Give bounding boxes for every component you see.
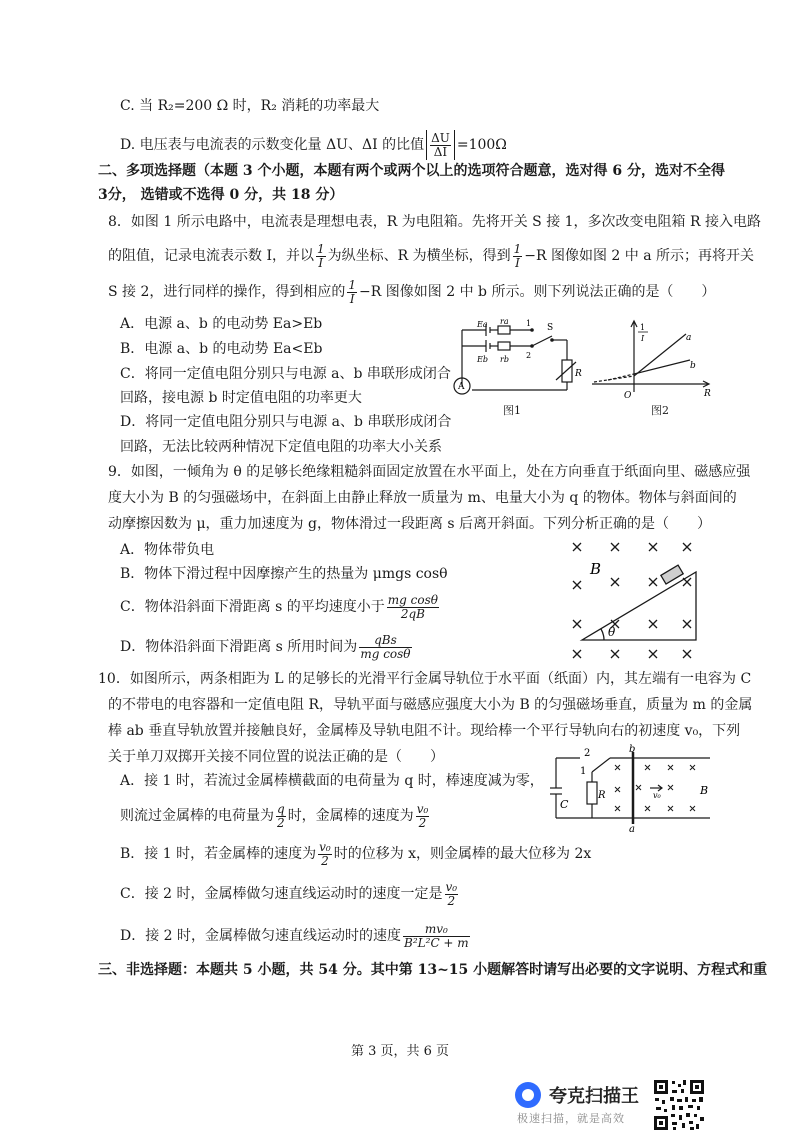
q8-option-d-line2: 回路，无法比较两种情况下定值电阻的功率大小关系 [120, 439, 442, 455]
q10-fig-terminal1: 1 [580, 766, 587, 777]
section3-heading: 三、非选择题：本题共 5 小题，共 54 分。其中第 13~15 小题解答时请写出必要的文字说明、方程式和重 [98, 962, 768, 978]
q9-option-c [120, 589, 441, 625]
q9-field-label: B [590, 560, 602, 578]
q10-option-b [120, 836, 591, 872]
q8-fig1-label-terminal1: 1 [526, 319, 532, 328]
q8-figure2-graph [590, 316, 718, 406]
q8-figure1-circuit [452, 318, 587, 410]
qr-code-icon [652, 1078, 706, 1132]
q10-fig-capacitor-label: C [560, 798, 569, 811]
q8-fig2-y-numerator: 1 [640, 323, 646, 332]
section2-heading-line1: 二、多项选择题（本题 3 个小题，本题有两个或两个以上的选项符合题意，选对得 6 分，选对不全得 [98, 163, 725, 179]
q8-fig1-label-eb: Eb [477, 355, 488, 364]
q9-option-c-text: C．物体沿斜面下滑距离 s 的平均速度小于 [120, 599, 385, 615]
q8-stem-line2-b: 为纵坐标、R 为横坐标，得到 [327, 248, 511, 264]
q9-option-d-denominator: mg cosθ [360, 646, 411, 661]
q10-option-a-f1-numerator: q [277, 801, 285, 816]
q10-option-a-line1: A．接 1 时，若流过金属棒横截面的电荷量为 q 时，棒速度减为零， [120, 773, 544, 789]
q10-option-a-fraction1 [276, 803, 286, 830]
q9-option-d-text: D．物体沿斜面下滑距离 s 所用时间为 [120, 639, 358, 655]
q9-figure-incline [560, 540, 700, 666]
q8-figure1-caption: 图1 [503, 404, 521, 417]
q8-fig2-y-denominator: I [641, 334, 645, 343]
q8-stem-line3 [108, 276, 715, 308]
q10-stem-line1: 10．如图所示，两条相距为 L 的足够长的光滑平行金属导轨位于水平面（纸面）内，其左端有一电容为 C [98, 671, 752, 687]
q8-fraction-denominator-3: I [349, 291, 355, 306]
q8-fig1-label-switch: S [547, 323, 554, 333]
q8-option-b: B．电源 a、b 的电动势 Ea<Eb [120, 341, 323, 357]
q7-ratio-denominator: ΔI [433, 144, 448, 159]
q8-option-a: A．电源 a、b 的电动势 Ea>Eb [120, 316, 323, 332]
q10-option-a-text2: 时，金属棒的速度为 [287, 808, 414, 824]
q9-stem-line1: 9．如图，一倾角为 θ 的足够长绝缘粗糙斜面固定放置在水平面上，处在方向垂直于纸面向里、磁感应强 [108, 464, 751, 480]
scanner-app-name: 夸克扫描王 [549, 1086, 639, 1107]
q8-fig2-x-label: R [704, 389, 711, 399]
q10-option-a-f2-denominator: 2 [418, 815, 427, 830]
q9-angle-label: θ [608, 625, 616, 639]
ammeter-icon: A [458, 382, 465, 392]
q7-ratio-abs [426, 130, 455, 160]
q8-stem-line1: 8．如图 1 所示电路中，电流表是理想电表，R 为电阻箱。先将开关 S 接 1，多次改变电阻箱 R 接入电路 [108, 214, 761, 230]
q8-option-d-line1: D．将同一定值电阻分别只与电源 a、b 串联形成闭合 [120, 414, 452, 430]
q10-stem-line2: 的不带电的电容器和一定值电阻 R，导轨平面与磁感应强度大小为 B 的匀强磁场垂直，质量为 m 的金属 [108, 697, 753, 713]
q10-fig-field-label: B [700, 784, 709, 797]
q8-stem-line3-b: −R 图像如图 2 中 b 所示。则下列说法正确的是（ ） [359, 284, 716, 300]
q9-option-d [120, 629, 414, 665]
q8-fig2-line-b-label: b [690, 361, 696, 371]
q9-option-c-numerator: mg cosθ [387, 592, 438, 607]
q10-option-c-fraction [445, 881, 459, 908]
q8-stem-line2-a: 的阻值，记录电流表示数 I，并以 [108, 248, 314, 264]
q10-option-c-denominator: 2 [447, 893, 456, 908]
q8-figure2-caption: 图2 [651, 404, 669, 417]
q10-option-d [120, 918, 472, 954]
q10-option-b-fraction [318, 841, 332, 868]
q8-option-c-line2: 回路，接电源 b 时定值电阻的功率更大 [120, 390, 362, 406]
q8-inverse-current-fraction [316, 243, 326, 270]
q8-fig1-label-rb: rb [500, 355, 509, 364]
q8-fig1-label-ra: ra [500, 318, 509, 326]
q8-stem-line2-c: −R 图像如图 2 中 a 所示；再将开关 [524, 248, 755, 264]
q8-inverse-current-fraction-3 [347, 279, 357, 306]
q10-option-a-fraction2 [416, 803, 430, 830]
q7-ratio-numerator: ΔU [431, 130, 450, 145]
section2-heading-line2: 3分， 选错或不选得 0 分，共 18 分） [98, 187, 344, 203]
q10-fig-end-a: a [629, 824, 635, 832]
q10-option-a-f2-numerator: v₀ [416, 801, 429, 816]
q8-fraction-denominator-2: I [515, 255, 520, 270]
q8-fig2-line-a-label: a [686, 333, 692, 343]
q10-stem-line3: 棒 ab 垂直导轨放置并接触良好，金属棒及导轨电阻不计。现给棒一个平行导轨向右的初速度 v₀，下列 [108, 723, 741, 739]
q9-option-d-fraction [359, 634, 411, 661]
scanner-slogan: 极速扫描，就是高效 [517, 1112, 625, 1125]
q8-fraction-numerator-3: 1 [348, 277, 357, 292]
q7-option-c: C. 当 R₂=200 Ω 时，R₂ 消耗的功率最大 [120, 98, 380, 114]
q7-option-d-value: =100Ω [456, 137, 507, 153]
q10-option-b-numerator: v₀ [319, 839, 331, 854]
q10-option-c-text: C．接 2 时，金属棒做匀速直线运动时的速度一定是 [120, 886, 443, 902]
q10-option-b-denominator: 2 [321, 853, 329, 868]
q8-stem-line2 [108, 240, 754, 272]
q10-figure-rails [550, 744, 715, 832]
incline-triangle [582, 572, 696, 640]
q7-option-d [120, 130, 507, 160]
q8-fig2-origin: O [624, 391, 632, 401]
q9-option-c-denominator: 2qB [400, 606, 425, 621]
q8-fraction-numerator: 1 [316, 241, 325, 256]
q10-option-a-line2 [120, 798, 431, 834]
q7-option-d-text: D. 电压表与电流表的示数变化量 ΔU、ΔI 的比值 [120, 137, 425, 153]
q9-stem-line2: 度大小为 B 的匀强磁场中，在斜面上由静止释放一质量为 m、电量大小为 q 的物体。物体与斜面间的 [108, 490, 737, 506]
q8-fig1-label-resistor: R [575, 369, 582, 379]
q10-option-c [120, 876, 460, 912]
q10-fig-end-b: b [629, 744, 636, 755]
q10-option-c-numerator: v₀ [445, 879, 458, 894]
scanner-logo-icon [515, 1082, 541, 1108]
q10-option-a-f1-denominator: 2 [277, 815, 285, 830]
q10-option-d-numerator: mv₀ [403, 923, 470, 937]
q10-option-b-text2: 时的位移为 x，则金属棒的最大位移为 2x [333, 846, 592, 862]
q8-fig1-label-terminal2: 2 [526, 351, 532, 360]
q10-option-b-text1: B．接 1 时，若金属棒的速度为 [120, 846, 317, 862]
q8-stem-line3-a: S 接 2，进行同样的操作，得到相应的 [108, 284, 346, 300]
q10-option-d-fraction [403, 923, 470, 950]
q9-stem-line3: 动摩擦因数为 μ，重力加速度为 g，物体滑过一段距离 s 后离开斜面。下列分析正确的是（ ） [108, 516, 712, 532]
q10-option-a-text1: 则流过金属棒的电荷量为 [120, 808, 274, 824]
q10-fig-resistor-label: R [598, 790, 606, 801]
q8-fig1-label-ea: Ea [477, 320, 488, 329]
q8-inverse-current-fraction-2 [513, 243, 523, 270]
q9-option-a: A．物体带负电 [120, 542, 215, 558]
q10-stem-line4: 关于单刀双掷开关接不同位置的说法正确的是（ ） [108, 749, 444, 765]
q8-option-c-line1: C．将同一定值电阻分别只与电源 a、b 串联形成闭合 [120, 366, 451, 382]
q8-fraction-denominator: I [318, 255, 324, 270]
page-number: 第 3 页，共 6 页 [350, 1044, 450, 1059]
q10-option-d-text: D．接 2 时，金属棒做匀速直线运动时的速度 [120, 928, 402, 944]
q9-option-c-fraction [387, 594, 439, 621]
q9-option-b: B．物体下滑过程中因摩擦产生的热量为 μmgs cosθ [120, 566, 448, 582]
q9-option-d-numerator: qBs [359, 634, 411, 648]
q10-fig-terminal2: 2 [584, 748, 591, 759]
q10-fig-velocity-label: v₀ [653, 791, 661, 800]
q10-option-d-denominator: B²L²C + m [404, 935, 469, 950]
q8-fraction-numerator-2: 1 [513, 241, 522, 256]
